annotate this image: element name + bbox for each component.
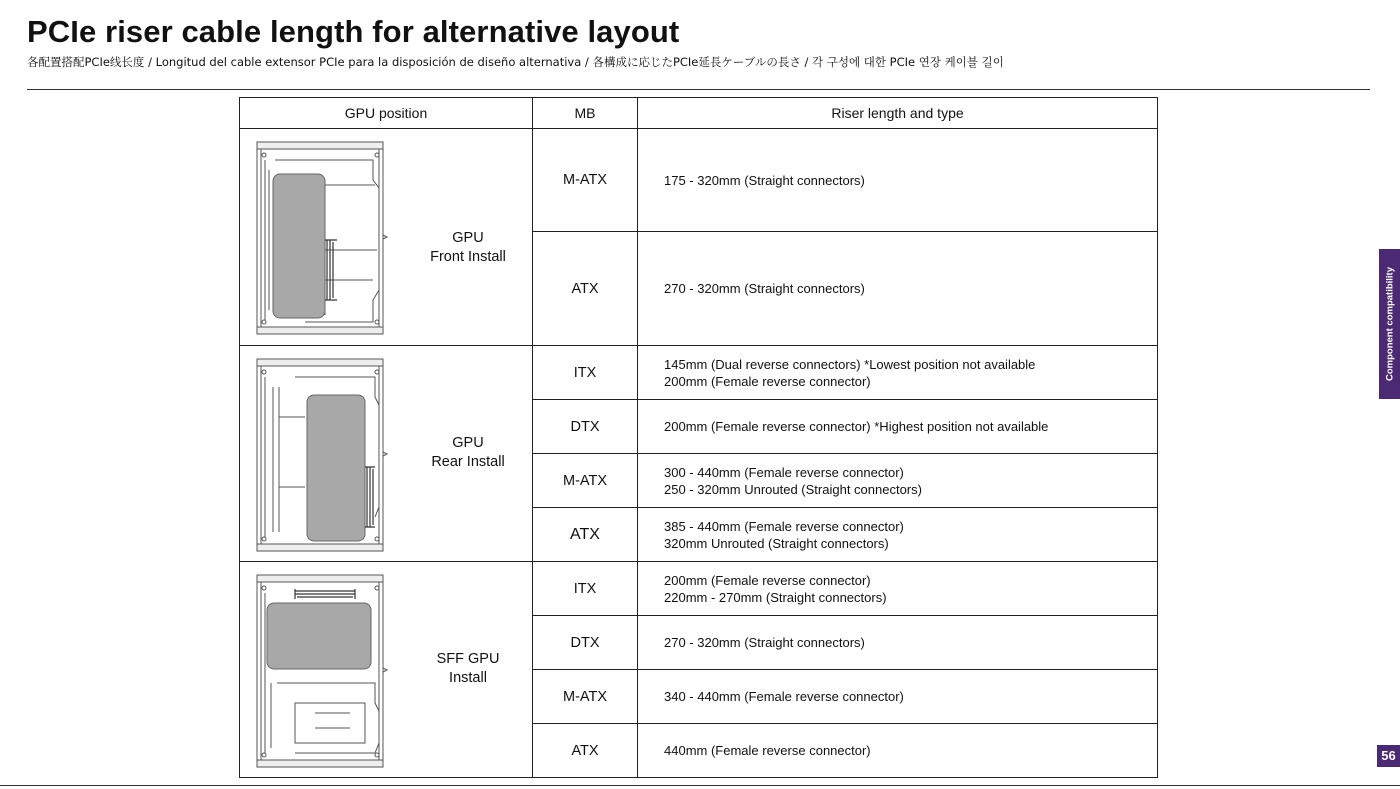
table-header-row	[240, 98, 1158, 129]
table-row	[240, 562, 1158, 616]
page-number: 56	[1377, 745, 1400, 767]
mb-cell: ATX	[533, 508, 638, 562]
mb-cell: DTX	[533, 616, 638, 670]
header-riser-length: Riser length and type	[638, 98, 1158, 129]
gpu-rear-install-diagram	[255, 357, 395, 555]
gpu-rear-install-cell	[240, 346, 533, 562]
mb-cell: M-ATX	[533, 454, 638, 508]
header-gpu-position: GPU position	[240, 98, 533, 129]
mb-cell: ITX	[533, 562, 638, 616]
mb-cell: ATX	[533, 724, 638, 778]
riser-cell: 300 - 440mm (Female reverse connector) 250 - 320mm Unrouted (Straight connectors)	[638, 454, 1158, 508]
title-divider	[27, 89, 1370, 90]
footer-divider	[0, 785, 1400, 786]
riser-cell: 145mm (Dual reverse connectors) *Lowest position not available 200mm (Female reverse connector)	[638, 346, 1158, 400]
sff-gpu-install-label: SFF GPU Install	[436, 651, 500, 686]
sff-gpu-install-cell	[240, 562, 533, 778]
mb-cell: ITX	[533, 346, 638, 400]
sff-gpu-install-diagram	[255, 573, 395, 771]
riser-cell: 340 - 440mm (Female reverse connector)	[638, 670, 1158, 724]
riser-cell: 270 - 320mm (Straight connectors)	[638, 616, 1158, 670]
page-subtitle: 各配置搭配PCIe线长度 / Longitud del cable extensor PCIe para la disposición de diseño alternativa / 各構成に応じたPCIe延長ケーブルの長さ / 각 구성에 대한 PCIe 연장 케이블 길이	[27, 55, 1004, 69]
mb-cell: DTX	[533, 400, 638, 454]
header-mb: MB	[533, 98, 638, 129]
mb-cell: ATX	[533, 232, 638, 346]
riser-cell: 270 - 320mm (Straight connectors)	[638, 232, 1158, 346]
section-side-tab: Component compatibility	[1379, 249, 1400, 399]
riser-cell: 200mm (Female reverse connector) 220mm - 270mm (Straight connectors)	[638, 562, 1158, 616]
riser-cell: 175 - 320mm (Straight connectors)	[638, 129, 1158, 232]
riser-cell: 200mm (Female reverse connector) *Highest position not available	[638, 400, 1158, 454]
mb-cell: M-ATX	[533, 129, 638, 232]
riser-cell: 440mm (Female reverse connector)	[638, 724, 1158, 778]
mb-cell: M-ATX	[533, 670, 638, 724]
table-row	[240, 129, 1158, 232]
gpu-rear-install-label: GPU Rear Install	[431, 435, 505, 470]
riser-cell: 385 - 440mm (Female reverse connector) 320mm Unrouted (Straight connectors)	[638, 508, 1158, 562]
table-row	[240, 346, 1158, 400]
riser-compatibility-table	[239, 97, 1158, 778]
gpu-front-install-diagram	[255, 140, 395, 338]
gpu-front-install-cell	[240, 129, 533, 346]
page-title: PCIe riser cable length for alternative layout	[27, 14, 680, 49]
gpu-front-install-label: GPU Front Install	[430, 230, 506, 265]
